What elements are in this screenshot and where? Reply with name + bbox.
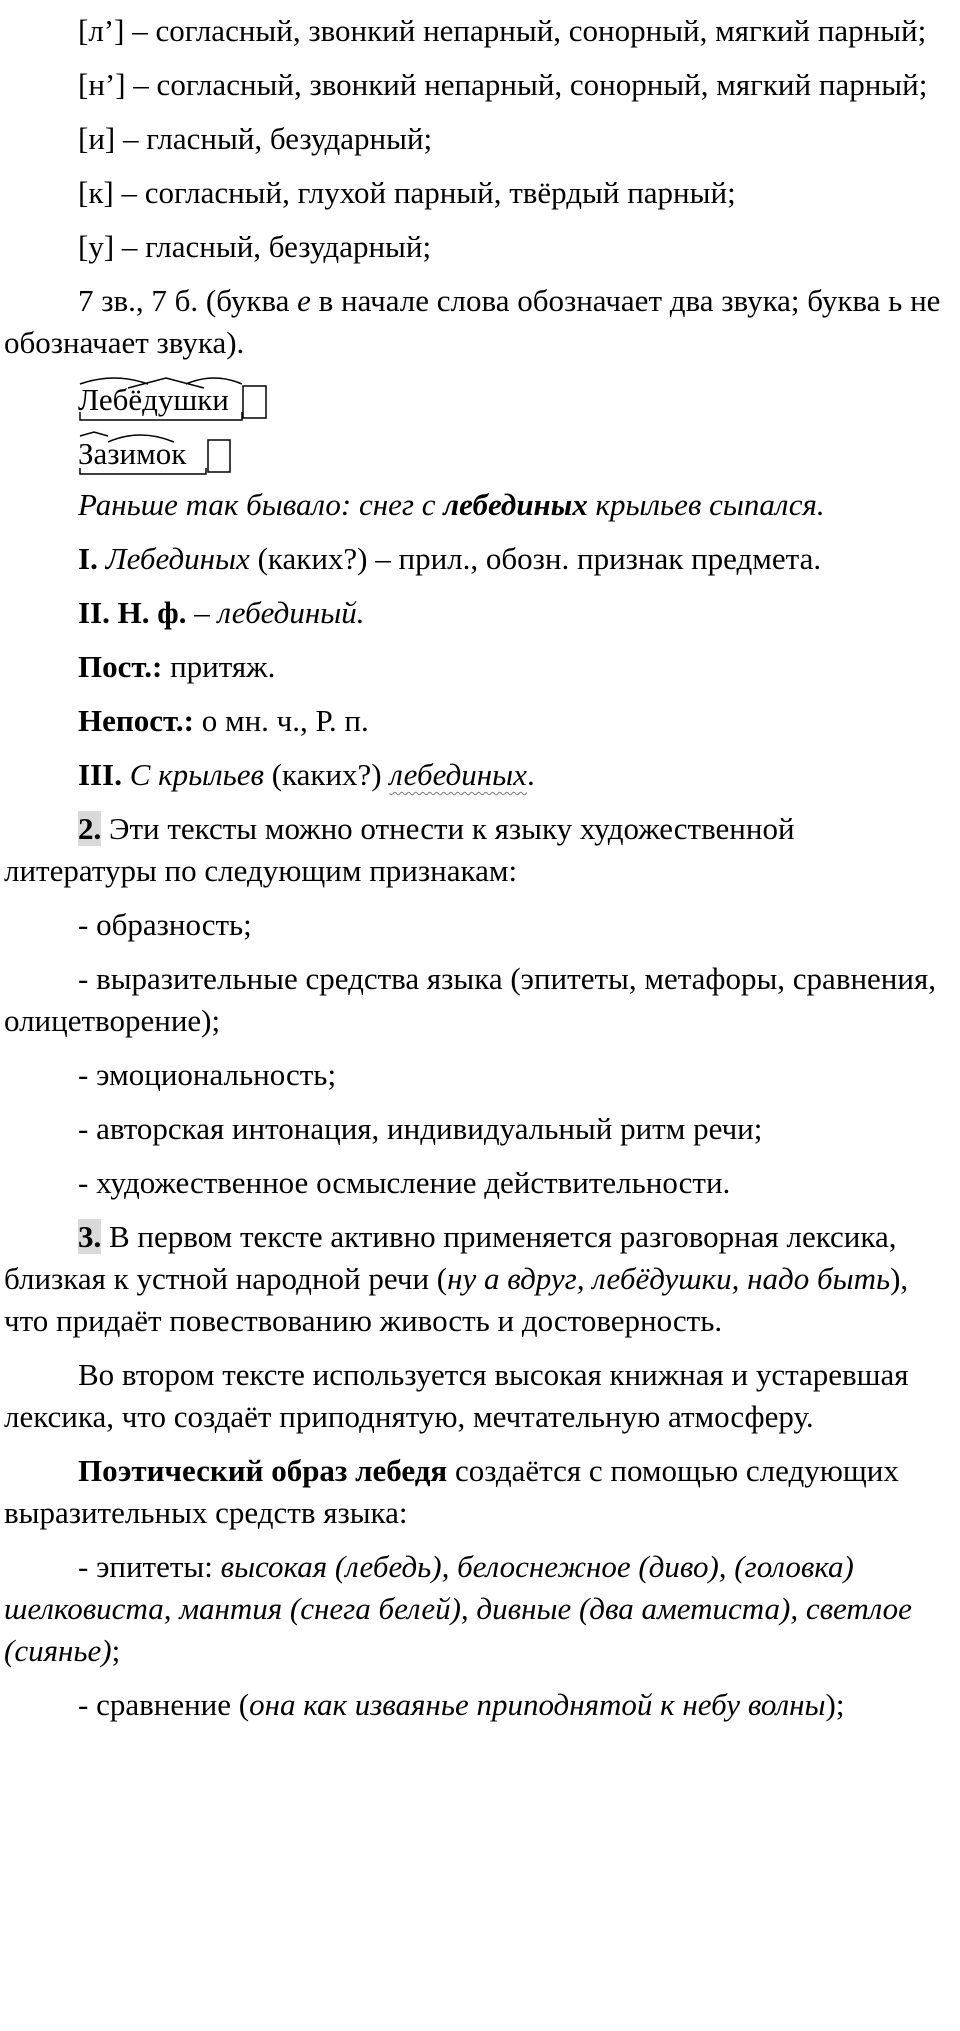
analysis-row-4: Непост.: о мн. ч., Р. п.	[78, 703, 369, 738]
analysis-row-3: Пост.: притяж.	[78, 649, 276, 684]
morph-word-2: Зазимок	[78, 436, 187, 471]
phonetic-line-l: [л’] – согласный, звонкий непарный, сонорный, мягкий парный;	[78, 13, 927, 48]
task3-comparison: - сравнение (она как изваянье приподнятой к небу волны);	[78, 1687, 845, 1722]
morph-word-1: Лебёдушки	[78, 382, 229, 417]
sound-letter-count: 7 зв., 7 б. (буква е в начале слова обозначает два звука; буква ь не обозначает звука).	[4, 283, 941, 360]
analysis-row-5: III. С крыльев (каких?) лебединых.	[78, 757, 535, 792]
task2-intro: 2. Эти тексты можно отнести к языку художественной литературы по следующим признакам:	[4, 811, 795, 888]
task2-item-2: - выразительные средства языка (эпитеты, метафоры, сравнения, олицетворение);	[4, 961, 936, 1038]
morpheme-marks-2	[78, 430, 268, 478]
task2-item-1: - образность;	[78, 907, 252, 942]
task3-epithets: - эпитеты: высокая (лебедь), белоснежное (диво), (головка) шелковиста, мантия (снега белей), дивные (два аметиста), светлое (сиянье);	[4, 1549, 912, 1668]
example-sentence: Раньше так бывало: снег с лебединых крыльев сыпался.	[78, 487, 825, 522]
task3-para-2: Во втором тексте используется высокая книжная и устаревшая лексика, что создаёт приподнятую, мечтательную атмосферу.	[4, 1357, 909, 1434]
phonetic-line-i: [и] – гласный, безударный;	[78, 121, 433, 156]
analysis-row-1: I. Лебединых (каких?) – прил., обозн. признак предмета.	[78, 541, 822, 576]
phonetic-line-u: [у] – гласный, безударный;	[78, 229, 432, 264]
morpheme-analysis-word2	[78, 430, 950, 478]
task2-item-3: - эмоциональность;	[78, 1057, 337, 1092]
task3-para-3: Поэтический образ лебедя создаётся с помощью следующих выразительных средств языка:	[4, 1453, 899, 1530]
analysis-row-2: II. Н. ф. – лебединый.	[78, 595, 365, 630]
morpheme-analysis-word1	[78, 376, 950, 424]
morpheme-marks-1	[78, 376, 268, 424]
phonetic-line-n: [н’] – согласный, звонкий непарный, сонорный, мягкий парный;	[78, 67, 928, 102]
phonetic-line-k: [к] – согласный, глухой парный, твёрдый парный;	[78, 175, 736, 210]
task3-para-1: 3. В первом тексте активно применяется разговорная лексика, близкая к устной народной речи (ну а вдруг, лебёдушки, надо быть), что придаёт повествованию живость и достоверность.	[4, 1219, 909, 1338]
task2-item-5: - художественное осмысление действительности.	[78, 1165, 731, 1200]
task2-item-4: - авторская интонация, индивидуальный ритм речи;	[78, 1111, 763, 1146]
